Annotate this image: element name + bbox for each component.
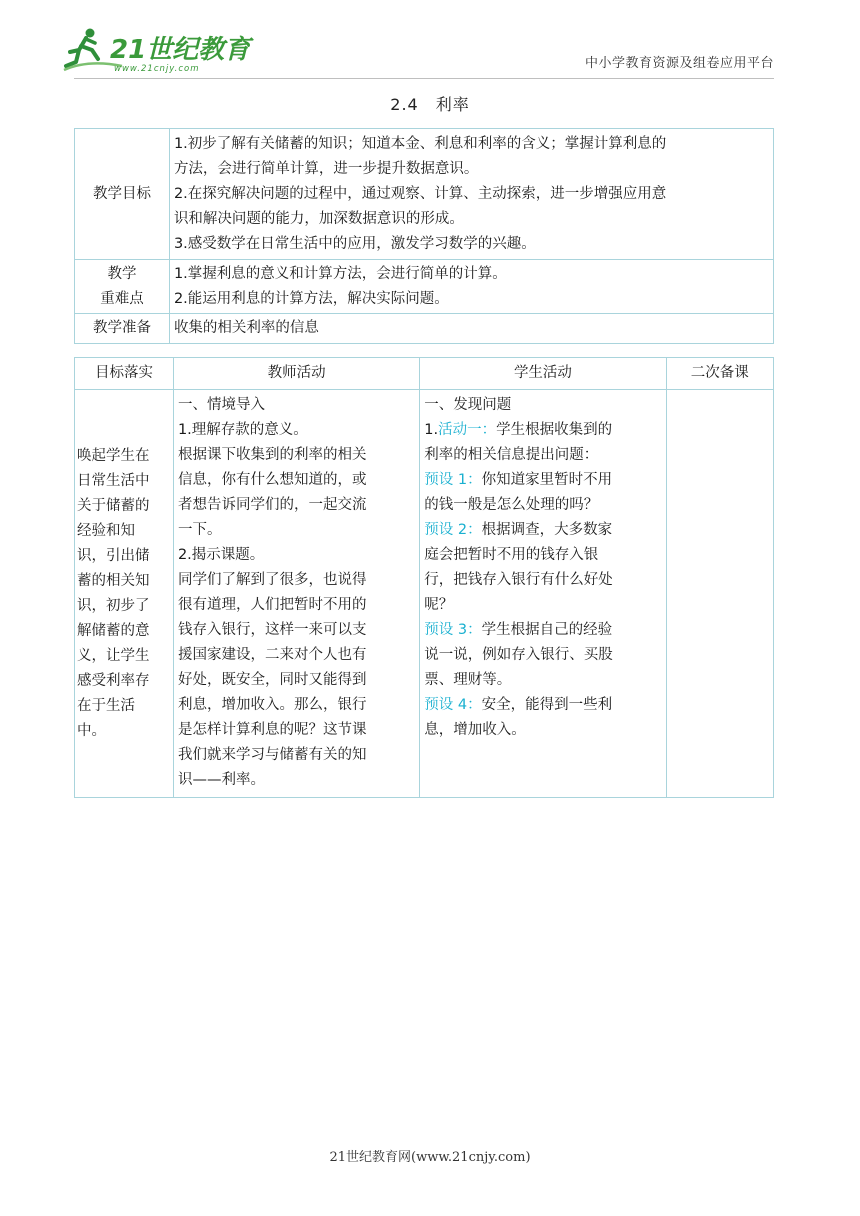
student-text: 学生根据收集到的 <box>496 422 613 438</box>
student-line <box>424 468 661 493</box>
target-line: 日常生活中 <box>77 472 150 489</box>
goals-line: 方法，会进行简单计算，进一步提升数据意识。 <box>173 160 479 177</box>
goals-label: 教学目标 <box>75 129 170 260</box>
student-line: 庭会把暂时不用的钱存入银 <box>424 547 599 563</box>
target-line: 经验和知 <box>77 522 135 539</box>
teacher-line: 好处，既安全，同时又能得到 <box>177 672 367 688</box>
teacher-line: 一、情境导入 <box>177 397 265 413</box>
lesson-header-row <box>75 358 774 390</box>
preset-label: 预设 1： <box>424 472 482 488</box>
goals-row <box>75 129 774 260</box>
goals-line: 1.初步了解有关储蓄的知识；知道本金、利息和利率的含义；掌握计算利息的 <box>173 135 667 152</box>
teacher-line: 我们就来学习与储蓄有关的知 <box>177 747 367 763</box>
student-text: 学生根据自己的经验 <box>481 622 613 638</box>
header-notes: 二次备课 <box>666 358 773 390</box>
student-line: 呢？ <box>424 597 454 613</box>
teacher-line: 是怎样计算利息的呢？这节课 <box>177 722 367 738</box>
difficulty-label <box>75 260 170 314</box>
logo-text: 21世纪教育 <box>110 35 251 65</box>
teacher-line: 2.揭示课题。 <box>177 547 265 563</box>
student-line: 一、发现问题 <box>424 397 512 413</box>
student-text: 安全，能得到一些利 <box>481 697 613 713</box>
preparation-label: 教学准备 <box>75 314 170 344</box>
student-line <box>424 618 661 643</box>
target-line: 唤起学生在 <box>77 447 150 464</box>
teacher-line: 根据课下收集到的利率的相关 <box>177 447 367 463</box>
header-divider <box>74 78 774 79</box>
target-line: 中。 <box>77 722 106 739</box>
target-line: 蓄的相关知 <box>77 572 150 589</box>
lesson-table <box>74 357 774 798</box>
header-target: 目标落实 <box>75 358 174 390</box>
teacher-line: 识——利率。 <box>177 772 265 788</box>
student-line: 利率的相关信息提出问题： <box>424 447 599 463</box>
difficulty-label-line: 教学 <box>107 265 137 282</box>
student-line: 息，增加收入。 <box>424 722 526 738</box>
page-footer: 21世纪教育网(www.21cnjy.com) <box>329 1150 531 1165</box>
difficulty-label-line: 重难点 <box>100 290 144 307</box>
target-line: 在于生活 <box>77 697 135 714</box>
teacher-line: 利息，增加收入。那么，银行 <box>177 697 367 713</box>
preset-label: 预设 4： <box>424 697 482 713</box>
difficulty-row <box>75 260 774 314</box>
student-line: 说一说，例如存入银行、买股 <box>424 647 613 663</box>
teacher-line: 援国家建设，二来对个人也有 <box>177 647 367 663</box>
target-line: 感受利率存 <box>77 672 150 689</box>
header-student: 学生活动 <box>420 358 666 390</box>
student-line: 行，把钱存入银行有什么好处 <box>424 572 613 588</box>
student-line: 的钱一般是怎么处理的吗？ <box>424 497 599 513</box>
goals-content <box>169 129 773 260</box>
difficulty-content <box>169 260 773 314</box>
logo-url: www.21cnjy.com <box>114 64 200 74</box>
preset-label: 预设 2： <box>424 522 482 538</box>
difficulty-line: 1.掌握利息的意义和计算方法，会进行简单的计算。 <box>173 265 507 282</box>
platform-label: 中小学教育资源及组卷应用平台 <box>584 56 774 71</box>
teacher-line: 同学们了解到了很多，也说得 <box>177 572 367 588</box>
goals-line: 2.在探究解决问题的过程中，通过观察、计算、主动探索，进一步增强应用意 <box>173 185 667 202</box>
student-text: 你知道家里暂时不用 <box>481 472 613 488</box>
teacher-line: 者想告诉同学们的，一起交流 <box>177 497 367 513</box>
teacher-line: 1.理解存款的意义。 <box>177 422 308 438</box>
lesson-body-row <box>75 390 774 798</box>
notes-cell <box>666 390 773 798</box>
student-line <box>424 518 661 543</box>
target-line: 识，初步了 <box>77 597 150 614</box>
target-line: 解储蓄的意 <box>77 622 150 639</box>
student-line <box>424 418 661 443</box>
page-title: 2.4 利率 <box>390 95 470 114</box>
target-cell <box>75 390 174 798</box>
teacher-line: 钱存入银行，这样一来可以支 <box>177 622 367 638</box>
item-number: 1. <box>424 422 439 438</box>
goals-line: 3.感受数学在日常生活中的应用，激发学习数学的兴趣。 <box>173 235 536 252</box>
teacher-line: 一下。 <box>177 522 222 538</box>
preparation-content: 收集的相关利率的信息 <box>169 314 773 344</box>
goals-line: 识和解决问题的能力，加深数据意识的形成。 <box>173 210 464 227</box>
header-teacher: 教师活动 <box>173 358 419 390</box>
student-line <box>424 693 661 718</box>
teacher-cell <box>173 390 419 798</box>
target-line: 识，引出储 <box>77 547 150 564</box>
student-text: 根据调查，大多数家 <box>481 522 613 538</box>
teacher-line: 信息，你有什么想知道的，或 <box>177 472 367 488</box>
goals-table <box>74 128 774 344</box>
site-logo <box>62 26 251 76</box>
student-cell <box>420 390 666 798</box>
preparation-row <box>75 314 774 344</box>
target-line: 义，让学生 <box>77 647 150 664</box>
activity-label: 活动一： <box>438 422 497 438</box>
difficulty-line: 2.能运用利息的计算方法，解决实际问题。 <box>173 290 449 307</box>
preset-label: 预设 3： <box>424 622 482 638</box>
teacher-line: 很有道理，人们把暂时不用的 <box>177 597 367 613</box>
target-line: 关于储蓄的 <box>77 497 150 514</box>
student-line: 票、理财等。 <box>424 672 512 688</box>
